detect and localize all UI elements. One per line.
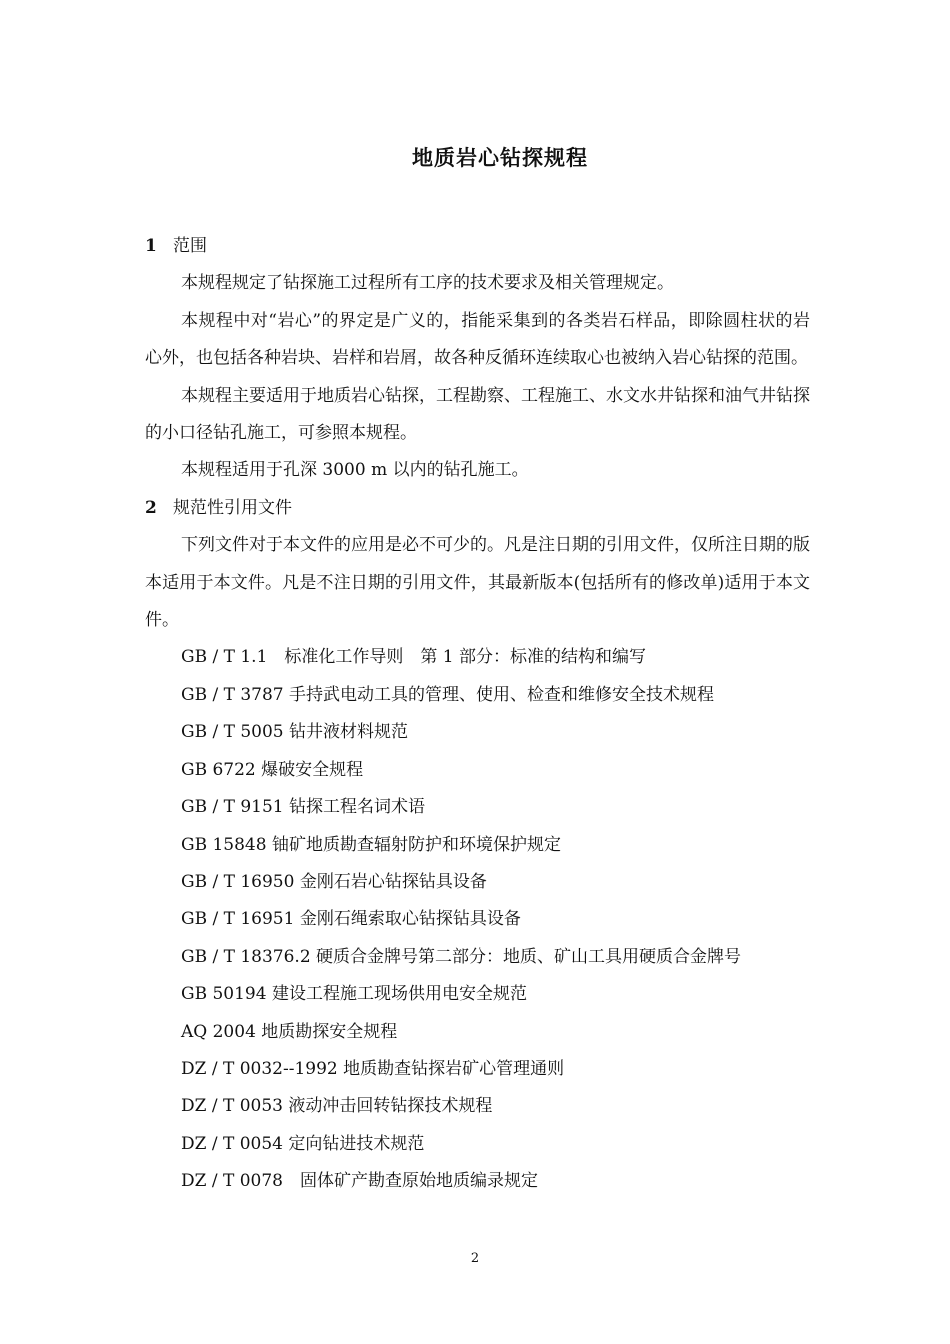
reference-item: GB / T 9151 钻探工程名词术语 [181,797,426,818]
paragraph: 本规程适用于孔深 3000 m 以内的钻孔施工。 [181,460,529,481]
document-body [145,228,810,1201]
reference-item: GB / T 16950 金刚石岩心钻探钻具设备 [181,871,487,892]
reference-item: GB / T 5005 钻井液材料规范 [181,722,409,743]
reference-item: AQ 2004 地质勘探安全规程 [181,1021,398,1042]
reference-item: GB / T 3787 手持武电动工具的管理、使用、检查和维修安全技术规程 [181,684,715,705]
reference-item: GB 15848 铀矿地质勘查辐射防护和环境保护规定 [181,834,561,855]
paragraph: 下列文件对于本文件的应用是必不可少的。凡是注日期的引用文件，仅所注日期的版本适用于本文件。凡是不注日期的引用文件，其最新版本(包括所有的修改单)适用于本文件。 [145,535,810,631]
section-number: 2 [145,497,157,518]
reference-item: DZ / T 0053 液动冲击回转钻探技术规程 [181,1096,493,1117]
page-number: 2 [470,1251,480,1266]
reference-item: GB 6722 爆破安全规程 [181,759,364,780]
reference-item: DZ / T 0078 固体矿产勘查原始地质编录规定 [181,1171,538,1192]
reference-item: GB 50194 建设工程施工现场供用电安全规范 [181,984,527,1005]
reference-item: GB / T 16951 金刚石绳索取心钻探钻具设备 [181,909,521,930]
reference-list [145,639,810,1200]
reference-item: DZ / T 0032--1992 地质勘查钻探岩矿心管理通则 [181,1058,565,1079]
paragraph: 本规程主要适用于地质岩心钻探，工程勘察、工程施工、水文水井钻探和油气井钻探的小口径钻孔施工，可参照本规程。 [145,385,810,444]
section-title: 范围 [173,236,207,256]
section-title: 规范性引用文件 [173,497,292,518]
section-number: 1 [145,236,157,256]
reference-item: GB / T 18376.2 硬质合金牌号第二部分：地质、矿山工具用硬质合金牌号 [181,946,742,967]
section-heading-references [145,490,810,527]
paragraph: 本规程中对“岩心”的界定是广义的，指能采集到的各类岩石样品，即除圆柱状的岩心外，也包括各种岩块、岩样和岩屑，故各种反循环连续取心也被纳入岩心钻探的范围。 [145,310,810,369]
reference-item: GB / T 1.1 标准化工作导则 第 1 部分：标准的结构和编写 [181,647,647,668]
section-heading-scope [145,228,810,265]
paragraph: 本规程规定了钻探施工过程所有工序的技术要求及相关管理规定。 [181,273,674,294]
reference-item: DZ / T 0054 定向钻进技术规范 [181,1133,425,1154]
document-title: 地质岩心钻探规程 [412,146,588,170]
